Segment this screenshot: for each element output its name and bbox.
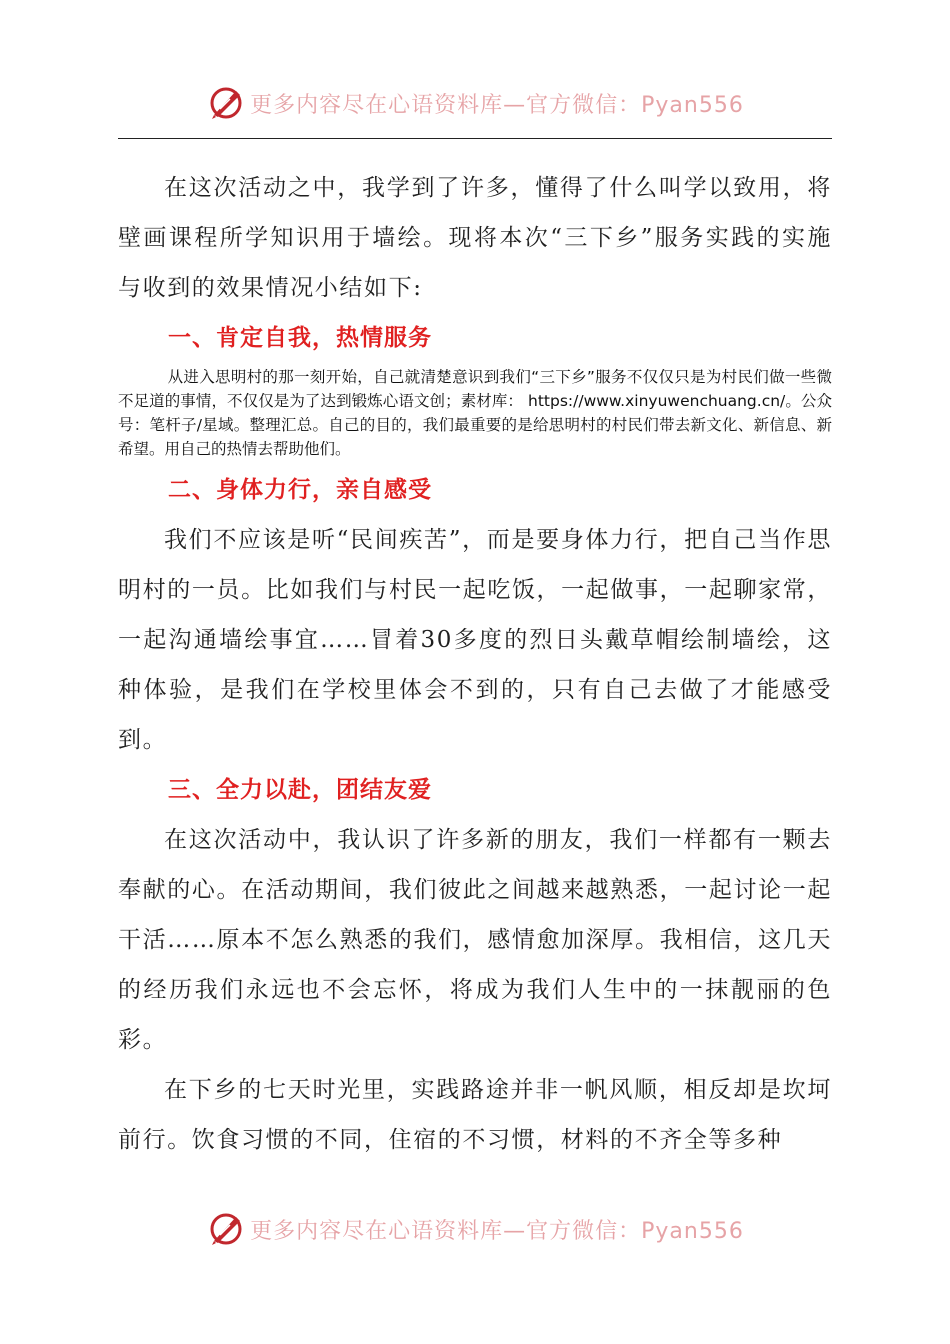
header-banner xyxy=(0,78,950,128)
section-2-paragraph: 我们不应该是听“民间疾苦”，而是要身体力行，把自己当作思明村的一员。比如我们与村民一起吃饭，一起做事，一起聊家常，一起沟通墙绘事宜……冒着30多度的烈日头戴草帽绘制墙绘，这种体验，是我们在学校里体会不到的，只有自己去做了才能感受到。 xyxy=(118,527,832,753)
section-2-heading: 二、身体力行，亲自感受 xyxy=(168,477,432,503)
section-3-paragraph: 在这次活动中，我认识了许多新的朋友，我们一样都有一颗去奉献的心。在活动期间，我们彼此之间越来越熟悉，一起讨论一起干活……原本不怎么熟悉的我们，感情愈加深厚。我相信，这几天的经历我们永远也不会忘怀，将成为我们人生中的一抹靓丽的色彩。 xyxy=(118,827,832,1053)
footer-banner-text: 更多内容尽在心语资料库—官方微信：Pyan556 xyxy=(250,1218,744,1244)
pen-circle-logo-icon xyxy=(206,83,246,123)
section-1-paragraph: 从进入思明村的那一刻开始，自己就清楚意识到我们“三下乡”服务不仅仅只是为村民们做一些微不足道的事情，不仅仅是为了达到锻炼心语文创；素材库： https://www.xinyuwenchuang.cn/。公众号：笔杆子/星域。整理汇总。自己的目的，我们最重要的是给思明村的村民们带去新文化、新信息、新希望。用自己的热情去帮助他们。 xyxy=(118,368,832,458)
intro-paragraph: 在这次活动之中，我学到了许多，懂得了什么叫学以致用，将壁画课程所学知识用于墙绘。现将本次“三下乡”服务实践的实施与收到的效果情况小结如下: xyxy=(118,175,832,301)
header-banner-text: 更多内容尽在心语资料库—官方微信：Pyan556 xyxy=(250,92,744,118)
section-1-heading: 一、肯定自我，热情服务 xyxy=(168,325,432,351)
header-divider xyxy=(118,138,832,139)
document-body xyxy=(118,163,832,1165)
pen-circle-logo-icon xyxy=(206,1209,246,1249)
section-3-paragraph-2: 在下乡的七天时光里，实践路途并非一帆风顺，相反却是坎坷前行。饮食习惯的不同，住宿的不习惯，材料的不齐全等多种 xyxy=(118,1077,832,1153)
footer-banner xyxy=(0,1204,950,1254)
section-3-heading: 三、全力以赴，团结友爱 xyxy=(168,777,432,803)
